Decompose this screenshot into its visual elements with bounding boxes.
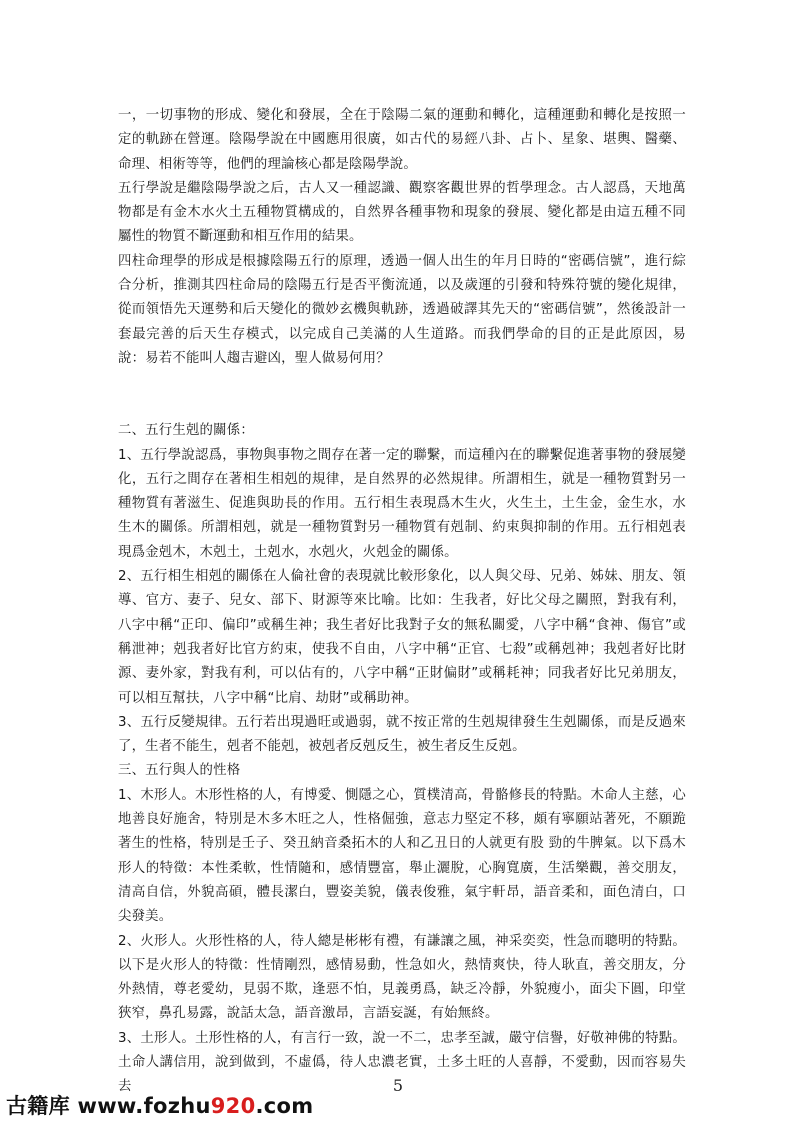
site-watermark bbox=[6, 1090, 313, 1120]
paragraph-earth-person: 3、土形人。土形性格的人，有言行一致，說一不二，忠孝至誠，嚴守信譽，好敬神佛的特點。土命人講信用，說到做到，不虛僞，待人忠濃老實，土多土旺的人喜靜，不愛動，因而容易失去 bbox=[118, 1030, 686, 1095]
paragraph-sizhu-intro: 四柱命理學的形成是根據陰陽五行的原理，透過一個人出生的年月日時的“密碼信號”，進行綜合分析，推測其四柱命局的陰陽五行是否平衡流通，以及歲運的引發和特殊符號的變化規律，從而領悟先天運勢和后天變化的微妙玄機與軌跡，透過破譯其先天的“密碼信號”，然後設計一套最完善的后天生存模式，以完成自己美滿的人生道路。而我們學命的目的正是此原因，易說：易若不能叫人趨吉避凶，聖人做易何用？ bbox=[118, 253, 686, 366]
paragraph-shengke-2: 2、五行相生相剋的關係在人倫社會的表現就比較形象化，以人與父母、兄弟、姊妹、朋友、領導、官方、妻子、兒女、部下、財源等來比喻。比如：生我者，好比父母之關照，對我有利，八字中稱“正印、偏印”或稱生神；我生者好比我對子女的無私關愛，八字中稱“食神、傷官”或稱泄神；剋我者好比官方約束，使我不自由，八字中稱“正官、七殺”或稱剋神；我剋者好比財源、妻外家，對我有利，可以佔有的，八字中稱“正財偏財”或稱耗神；同我者好比兄弟朋友，可以相互幫扶，八字中稱“比肩、劫財”或稱助神。 bbox=[118, 569, 686, 706]
page-body bbox=[118, 104, 686, 1100]
watermark-site-name: 古籍库 bbox=[6, 1094, 70, 1118]
paragraph-fire-person: 2、火形人。火形性格的人，待人總是彬彬有禮，有謙讓之風，神采奕奕，性急而聰明的特點。以下是火形人的特徵：性情剛烈，感情易動，性急如火，熱情爽快，待人耿直，善交朋友，分外熱情，尊老愛幼，見弱不欺，逢惡不怕，見義勇爲，缺乏冷靜，外貌瘦小，面尖下圓，印堂狹窄，鼻孔易露，說話太急，語音激昂，言語妄誕，有始無終。 bbox=[118, 933, 686, 1022]
paragraph-shengke-1: 1、五行學說認爲，事物與事物之間存在著一定的聯繫，而這種內在的聯繫促進著事物的發展變化，五行之間存在著相生相剋的規律，是自然界的必然規律。所謂相生，就是一種物質對另一種物質有著滋生、促進與助長的作用。五行相生表現爲木生火，火生土，土生金，金生水，水生木的關係。所謂相剋，就是一種物質對另一種物質有剋制、約束與抑制的作用。五行相剋表現爲金剋木，木剋土，土剋水，水剋火，火剋金的關係。 bbox=[118, 447, 686, 560]
paragraph-yinyang-intro: 一，一切事物的形成、變化和發展，全在于陰陽二氣的運動和轉化，這種運動和轉化是按照一定的軌跡在營運。陰陽學說在中國應用很廣，如古代的易經八卦、占卜、星象、堪輿、醫藥、命理、相術等等，他們的理論核心都是陰陽學說。 bbox=[118, 108, 686, 172]
paragraph-shengke-3: 3、五行反變規律。五行若出現過旺或過弱，就不按正常的生剋規律發生生剋關係，而是反過來了，生者不能生，剋者不能剋，被剋者反剋反生，被生者反生反剋。 bbox=[118, 714, 686, 755]
section-heading-xingge: 三、五行與人的性格 bbox=[118, 763, 241, 779]
section-heading-shengke: 二、五行生剋的關係： bbox=[118, 423, 254, 439]
section-spacer bbox=[118, 371, 686, 419]
paragraph-wuxing-intro: 五行學說是繼陰陽學說之后，古人又一種認識、觀察客觀世界的哲學理念。古人認爲，天地萬物都是有金木水火土五種物質構成的，自然界各種事物和現象的發展、變化都是由這五種不同屬性的物質不斷運動和相互作用的結果。 bbox=[118, 180, 686, 245]
watermark-url-suffix: .com bbox=[255, 1094, 314, 1118]
page-number: 5 bbox=[392, 1076, 404, 1095]
watermark-url bbox=[78, 1094, 314, 1118]
paragraph-wood-person: 1、木形人。木形性格的人，有博愛、惻隱之心，質樸清高，骨骼修長的特點。木命人主慈，心地善良好施舍，特別是木多木旺之人，性格倔強，意志力堅定不移，頗有寧願站著死，不願跪著生的性格，特別是壬子、癸丑納音桑拓木的人和乙丑日的人就更有股 勁的牛脾氣。以下爲木形人的特徵：本性柔軟，性情隨和，感情豐富，舉止灑脫，心胸寬廣，生活樂觀，善交朋友，清高自信，外貌高碩，體長潔白，豐姿美貌，儀表俊雅，氣宇軒昂，語音柔和，面色清白，口尖發美。 bbox=[118, 787, 686, 925]
watermark-url-prefix: www.fozhu bbox=[77, 1094, 211, 1118]
watermark-url-number: 920 bbox=[210, 1094, 256, 1118]
